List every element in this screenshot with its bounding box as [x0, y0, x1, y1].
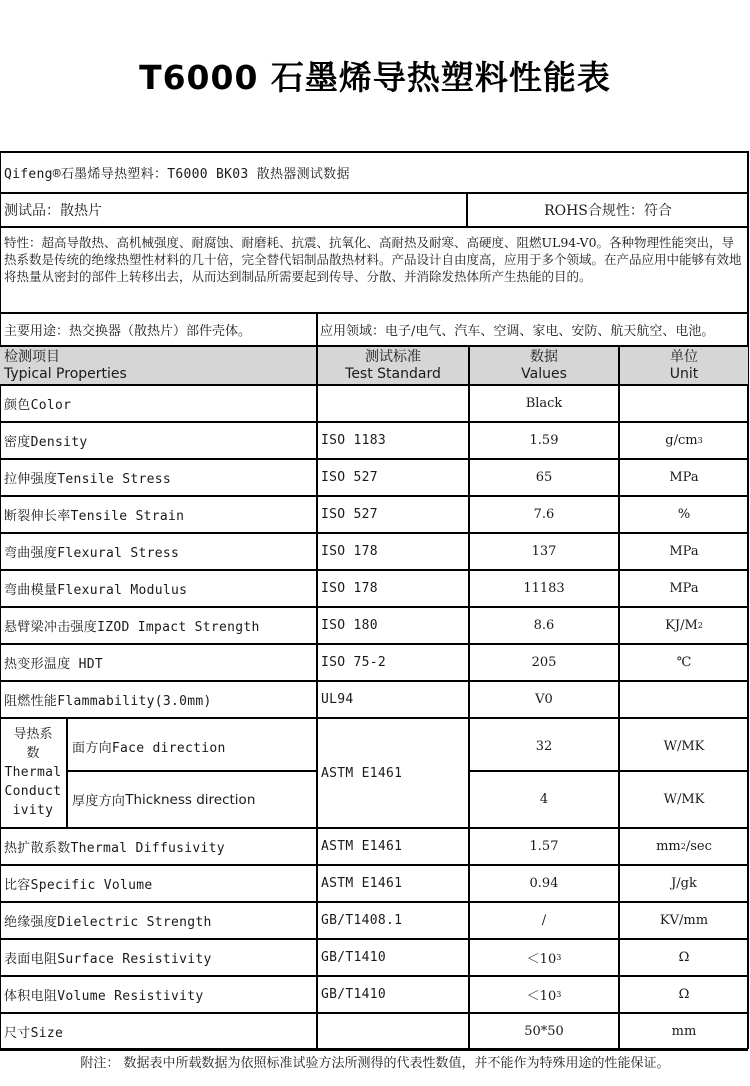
table-header-row	[0, 347, 748, 386]
unit-text: KV/mm	[659, 913, 709, 928]
unit-text: ℃	[676, 655, 692, 670]
test-standard: UL94	[321, 692, 354, 707]
unit	[620, 903, 748, 938]
test-standard: GB/T1410	[321, 950, 387, 965]
property-name: 弯曲模量Flexural Modulus	[4, 583, 188, 598]
header-values-cn: 数据	[530, 348, 558, 365]
table-row	[0, 571, 748, 608]
unit-text: MPa	[669, 544, 699, 559]
test-standard: ISO 180	[321, 618, 378, 633]
value-text: 1.57	[529, 839, 559, 854]
unit	[620, 1014, 748, 1049]
table-row	[0, 497, 748, 534]
table-row	[0, 682, 748, 719]
tc-thickness-cn: 厚度方向	[72, 794, 126, 809]
value	[470, 682, 618, 717]
unit-exponent: 2	[697, 621, 703, 630]
property-name: 颜色Color	[4, 398, 72, 413]
uses-row	[0, 314, 748, 347]
value-text: 50*50	[524, 1024, 564, 1039]
unit	[620, 977, 748, 1012]
header-line-row	[0, 152, 748, 194]
value-text: /	[541, 913, 547, 928]
unit-text: Ω	[678, 987, 690, 1002]
property-name: 尺寸Size	[4, 1026, 64, 1041]
property-name: 阻燃性能Flammability(3.0mm)	[4, 694, 212, 709]
rohs-status: ROHS合规性：符合	[544, 203, 672, 219]
value-text: 1.59	[529, 433, 559, 448]
value	[470, 1014, 618, 1049]
value	[470, 460, 618, 495]
unit	[620, 423, 748, 458]
value-exponent: 3	[556, 953, 562, 962]
value-text: 8.6	[533, 618, 555, 633]
unit-exponent: 2	[680, 842, 686, 851]
table-row	[0, 829, 748, 866]
tc-thickness-unit: W/MK	[663, 792, 705, 807]
value	[470, 608, 618, 643]
header-values	[470, 347, 618, 384]
table-row	[0, 534, 748, 571]
unit-text: mm	[656, 839, 681, 854]
header-unit-en: Unit	[669, 365, 699, 382]
value	[470, 534, 618, 569]
value	[470, 903, 618, 938]
header-property	[0, 347, 316, 384]
table-row	[0, 866, 748, 903]
value-text: 0.94	[529, 876, 559, 891]
property-name: 比容Specific Volume	[4, 878, 153, 893]
header-standard-cn: 测试标准	[365, 348, 421, 365]
property-name: 热变形温度 HDT	[4, 657, 104, 672]
header-standard	[318, 347, 468, 384]
test-standard: GB/T1408.1	[321, 913, 403, 928]
sample-row	[0, 194, 748, 228]
value	[470, 571, 618, 606]
header-unit	[620, 347, 748, 384]
value	[470, 940, 618, 975]
test-standard: ISO 1183	[321, 433, 387, 448]
unit-text: J/gk	[671, 876, 697, 891]
unit	[620, 386, 748, 421]
unit-text: g/cm	[665, 433, 698, 448]
tc-thickness-en: Thickness direction	[125, 791, 256, 808]
sample-label: 测试品：散热片	[4, 203, 102, 219]
value-text: ＜10	[526, 989, 557, 1004]
unit	[620, 866, 748, 901]
test-standard: ASTM E1461	[321, 839, 403, 854]
header-unit-cn: 单位	[670, 348, 698, 365]
table-row	[0, 645, 748, 682]
value	[470, 386, 618, 421]
unit	[620, 497, 748, 532]
property-name: 悬臂梁冲击强度IZOD Impact Strength	[4, 620, 260, 635]
unit	[620, 940, 748, 975]
tc-face-property: 面方向Face direction	[72, 740, 226, 756]
unit-text: MPa	[669, 581, 699, 596]
value	[470, 977, 618, 1012]
test-standard	[318, 386, 468, 421]
unit-text: Ω	[678, 950, 690, 965]
tc-thickness-property	[68, 772, 316, 827]
value-text: ＜10	[526, 952, 557, 967]
value-text: Black	[525, 396, 563, 411]
table-row	[0, 608, 748, 645]
value	[470, 829, 618, 864]
tc-label-en-3: ivity	[12, 803, 54, 818]
value-exponent: 3	[556, 990, 562, 999]
table-row	[0, 903, 748, 940]
features-text: 特性：超高导散热、高机械强度、耐腐蚀、耐磨耗、抗震、抗氧化、高耐热及耐寒、高硬度、阻燃UL94-V0。各种物理性能突出，导热系数是传统的绝缘热塑性材料的几十倍，完全替代铝制品散热材料。产品设计自由度高，应用于多个领域。在产品应用中能够有效地将热量从密封的部件上转移出去，从而达到制品所需要起到传导、分散、并消除发热体所产生热能的目的。	[4, 235, 742, 284]
unit	[620, 608, 748, 643]
tc-face-unit: W/MK	[663, 738, 705, 754]
tc-label-en-2: Conduct	[4, 784, 62, 799]
unit-text: MPa	[669, 470, 699, 485]
value-text: 137	[531, 544, 557, 559]
unit	[620, 571, 748, 606]
property-name: 拉伸强度Tensile Stress	[4, 472, 171, 487]
unit	[620, 682, 748, 717]
tc-standard: ASTM E1461	[321, 766, 403, 781]
table-row	[0, 423, 748, 460]
table-row	[0, 977, 748, 1014]
property-name: 体积电阻Volume Resistivity	[4, 989, 204, 1004]
tc-face-value: 32	[535, 738, 553, 754]
tc-label-en-1: Thermal	[4, 765, 62, 780]
test-standard	[318, 1014, 468, 1049]
header-values-en: Values	[521, 365, 567, 382]
unit	[620, 460, 748, 495]
value	[470, 645, 618, 680]
table-row	[0, 460, 748, 497]
property-name: 表面电阻Surface Resistivity	[4, 952, 212, 967]
tc-label-cn-2: 数	[26, 746, 40, 761]
tc-label-cn-1: 导热系	[13, 727, 53, 742]
footnote: 附注： 数据表中所载数据为依照标准试验方法所测得的代表性数值，并不能作为特殊用途的性能保证。	[80, 1056, 670, 1071]
test-standard: ISO 75-2	[321, 655, 387, 670]
page-title: T6000 石墨烯导热塑料性能表	[139, 58, 611, 97]
main-use: 主要用途：热交换器（散热片）部件壳体。	[4, 324, 252, 339]
application-field: 应用领域：电子/电气、汽车、空调、家电、安防、航天航空、电池。	[320, 324, 715, 339]
value	[470, 497, 618, 532]
property-name: 密度Density	[4, 435, 88, 450]
unit-suffix: /sec	[685, 839, 712, 854]
unit	[620, 829, 748, 864]
value	[470, 866, 618, 901]
header-property-cn: 检测项目	[4, 348, 60, 365]
test-standard: ISO 178	[321, 544, 378, 559]
test-standard: ISO 527	[321, 470, 378, 485]
unit-text: mm	[671, 1024, 697, 1039]
value-text: 205	[531, 655, 557, 670]
property-name: 绝缘强度Dielectric Strength	[4, 915, 212, 930]
property-name: 断裂伸长率Tensile Strain	[4, 509, 185, 524]
test-standard: ISO 527	[321, 507, 378, 522]
header-property-en: Typical Properties	[4, 365, 127, 382]
value	[470, 423, 618, 458]
header-line: Qifeng®石墨烯导热塑料：T6000 BK03 散热器测试数据	[4, 166, 350, 182]
unit-exponent: 3	[697, 436, 703, 445]
unit	[620, 645, 748, 680]
unit-text: %	[677, 507, 691, 522]
property-name: 热扩散系数Thermal Diffusivity	[4, 841, 225, 856]
test-standard: GB/T1410	[321, 987, 387, 1002]
value-text: 7.6	[533, 507, 555, 522]
value-text: V0	[535, 692, 553, 707]
property-name: 弯曲强度Flexural Stress	[4, 546, 180, 561]
header-standard-en: Test Standard	[345, 365, 441, 382]
test-standard: ISO 178	[321, 581, 378, 596]
tc-thickness-value: 4	[539, 792, 549, 807]
test-standard: ASTM E1461	[321, 876, 403, 891]
table-row	[0, 1014, 748, 1051]
unit	[620, 534, 748, 569]
value-text: 65	[535, 470, 553, 485]
table-row	[0, 386, 748, 423]
value-text: 11183	[523, 581, 565, 596]
unit-text: KJ/M	[665, 618, 698, 633]
thermal-conductivity-label	[0, 718, 66, 827]
table-row	[0, 940, 748, 977]
